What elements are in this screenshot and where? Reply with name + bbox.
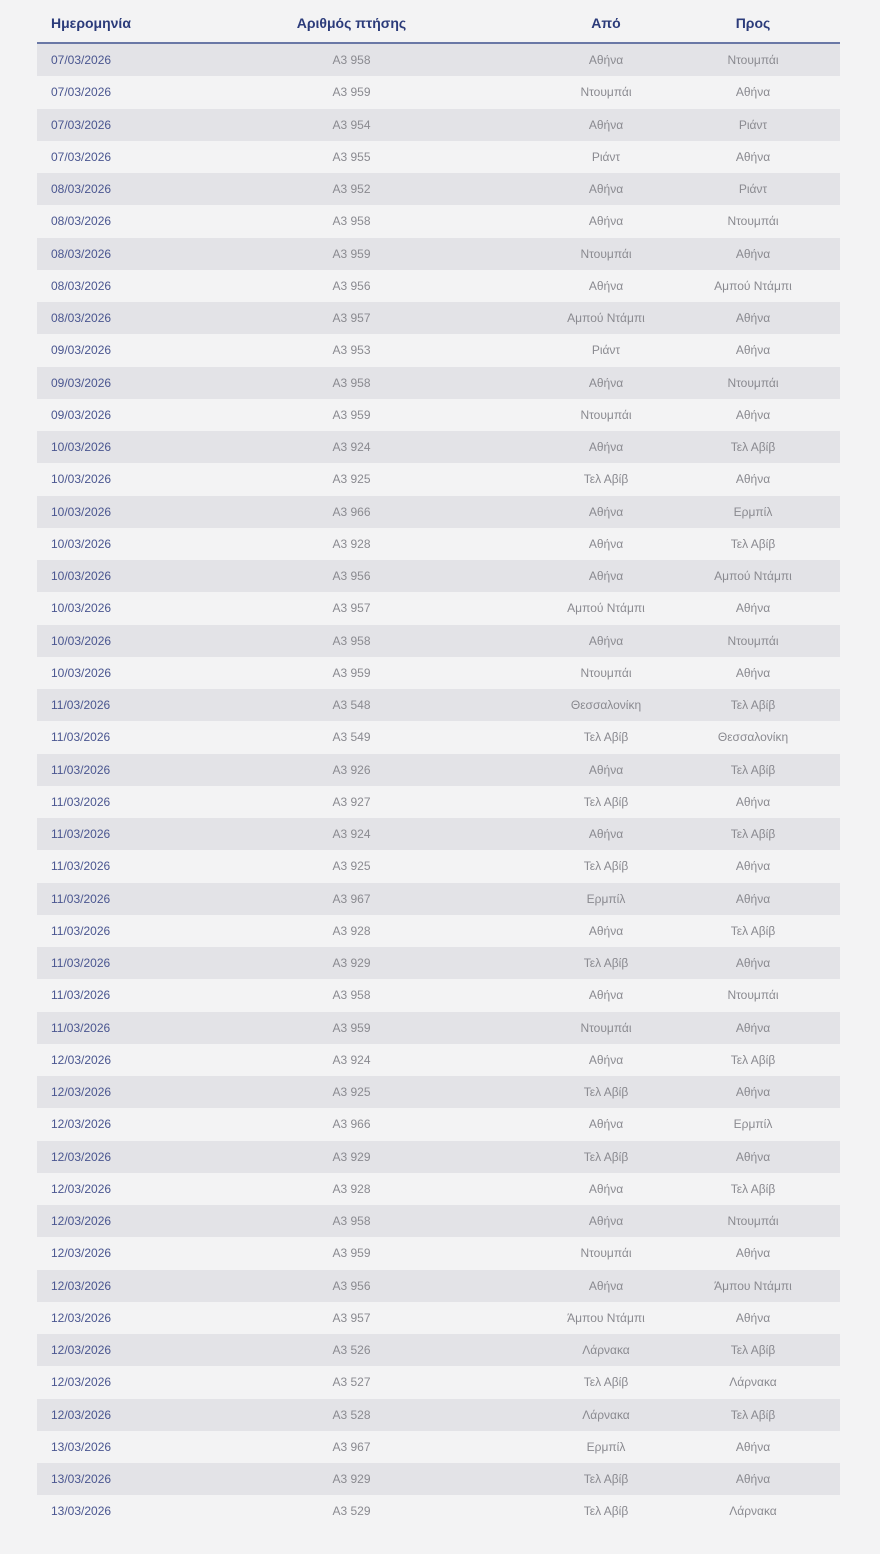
cell-flight-number: A3 928	[157, 915, 546, 947]
cell-date: 11/03/2026	[37, 979, 157, 1011]
cell-to: Άμπου Ντάμπι	[666, 1270, 840, 1302]
cell-date: 08/03/2026	[37, 270, 157, 302]
table-row	[37, 205, 840, 237]
table-row	[37, 173, 840, 205]
table-row	[37, 43, 840, 76]
cell-to: Αθήνα	[666, 592, 840, 624]
cell-from: Αθήνα	[546, 528, 666, 560]
cell-date: 11/03/2026	[37, 1012, 157, 1044]
cell-to: Θεσσαλονίκη	[666, 721, 840, 753]
cell-from: Ερμπίλ	[546, 1431, 666, 1463]
cell-date: 13/03/2026	[37, 1495, 157, 1527]
cell-to: Αθήνα	[666, 850, 840, 882]
cell-date: 08/03/2026	[37, 302, 157, 334]
cell-flight-number: A3 959	[157, 657, 546, 689]
cell-date: 12/03/2026	[37, 1141, 157, 1173]
cell-to: Αθήνα	[666, 238, 840, 270]
cell-flight-number: A3 958	[157, 367, 546, 399]
cell-flight-number: A3 924	[157, 1044, 546, 1076]
cell-flight-number: A3 548	[157, 689, 546, 721]
cell-to: Αθήνα	[666, 334, 840, 366]
cell-to: Αθήνα	[666, 1076, 840, 1108]
table-row	[37, 141, 840, 173]
cell-from: Ντουμπάι	[546, 238, 666, 270]
cell-date: 10/03/2026	[37, 431, 157, 463]
cell-flight-number: A3 952	[157, 173, 546, 205]
cell-flight-number: A3 959	[157, 238, 546, 270]
cell-to: Τελ Αβίβ	[666, 915, 840, 947]
cell-from: Αθήνα	[546, 979, 666, 1011]
cell-to: Αθήνα	[666, 786, 840, 818]
cell-to: Αθήνα	[666, 141, 840, 173]
cell-flight-number: A3 929	[157, 1141, 546, 1173]
cell-flight-number: A3 928	[157, 1173, 546, 1205]
cell-from: Αθήνα	[546, 560, 666, 592]
cell-from: Αθήνα	[546, 1205, 666, 1237]
cell-to: Τελ Αβίβ	[666, 1044, 840, 1076]
cell-date: 10/03/2026	[37, 592, 157, 624]
table-row	[37, 1302, 840, 1334]
table-row	[37, 979, 840, 1011]
cell-flight-number: A3 549	[157, 721, 546, 753]
table-row	[37, 1334, 840, 1366]
cell-flight-number: A3 967	[157, 1431, 546, 1463]
cell-date: 08/03/2026	[37, 238, 157, 270]
cell-flight-number: A3 966	[157, 496, 546, 528]
cell-to: Ντουμπάι	[666, 1205, 840, 1237]
cell-from: Θεσσαλονίκη	[546, 689, 666, 721]
cell-from: Ντουμπάι	[546, 76, 666, 108]
cell-date: 10/03/2026	[37, 496, 157, 528]
cell-from: Άμπου Ντάμπι	[546, 1302, 666, 1334]
cell-from: Ντουμπάι	[546, 399, 666, 431]
cell-flight-number: A3 956	[157, 1270, 546, 1302]
cell-from: Ντουμπάι	[546, 657, 666, 689]
cell-date: 10/03/2026	[37, 657, 157, 689]
cell-from: Τελ Αβίβ	[546, 1463, 666, 1495]
cell-flight-number: A3 959	[157, 1237, 546, 1269]
cell-flight-number: A3 956	[157, 560, 546, 592]
cell-date: 12/03/2026	[37, 1270, 157, 1302]
cell-from: Αθήνα	[546, 1173, 666, 1205]
cell-from: Τελ Αβίβ	[546, 1076, 666, 1108]
cell-flight-number: A3 959	[157, 1012, 546, 1044]
cell-from: Αθήνα	[546, 367, 666, 399]
cell-to: Αμπού Ντάμπι	[666, 560, 840, 592]
table-row	[37, 657, 840, 689]
table-row	[37, 1205, 840, 1237]
cell-date: 11/03/2026	[37, 786, 157, 818]
cell-from: Λάρνακα	[546, 1334, 666, 1366]
cell-flight-number: A3 966	[157, 1108, 546, 1140]
cell-to: Λάρνακα	[666, 1366, 840, 1398]
cell-date: 08/03/2026	[37, 205, 157, 237]
cell-flight-number: A3 959	[157, 76, 546, 108]
cell-from: Τελ Αβίβ	[546, 786, 666, 818]
cell-to: Αθήνα	[666, 1463, 840, 1495]
header-to: Προς	[666, 0, 840, 43]
table-row	[37, 1366, 840, 1398]
table-row	[37, 1141, 840, 1173]
cell-from: Ριάντ	[546, 334, 666, 366]
cell-to: Τελ Αβίβ	[666, 528, 840, 560]
cell-date: 12/03/2026	[37, 1302, 157, 1334]
cell-flight-number: A3 526	[157, 1334, 546, 1366]
cell-from: Αθήνα	[546, 496, 666, 528]
table-row	[37, 463, 840, 495]
table-row	[37, 431, 840, 463]
cell-from: Αθήνα	[546, 625, 666, 657]
cell-from: Αθήνα	[546, 1270, 666, 1302]
cell-flight-number: A3 958	[157, 979, 546, 1011]
cell-to: Αθήνα	[666, 1141, 840, 1173]
table-row	[37, 1173, 840, 1205]
cell-to: Ριάντ	[666, 173, 840, 205]
table-row	[37, 818, 840, 850]
cell-flight-number: A3 957	[157, 592, 546, 624]
cell-to: Ντουμπάι	[666, 625, 840, 657]
cell-flight-number: A3 926	[157, 754, 546, 786]
table-row	[37, 1463, 840, 1495]
cell-to: Αθήνα	[666, 302, 840, 334]
cell-to: Αθήνα	[666, 1302, 840, 1334]
cell-to: Τελ Αβίβ	[666, 1399, 840, 1431]
cell-from: Ριάντ	[546, 141, 666, 173]
cell-flight-number: A3 527	[157, 1366, 546, 1398]
cell-from: Ερμπίλ	[546, 883, 666, 915]
table-row	[37, 109, 840, 141]
cell-flight-number: A3 956	[157, 270, 546, 302]
cell-to: Ντουμπάι	[666, 205, 840, 237]
table-row	[37, 625, 840, 657]
cell-flight-number: A3 929	[157, 1463, 546, 1495]
header-from: Από	[546, 0, 666, 43]
cell-from: Αθήνα	[546, 109, 666, 141]
cell-flight-number: A3 953	[157, 334, 546, 366]
cell-flight-number: A3 925	[157, 850, 546, 882]
cell-date: 07/03/2026	[37, 109, 157, 141]
table-row	[37, 1495, 840, 1527]
cell-date: 13/03/2026	[37, 1463, 157, 1495]
table-row	[37, 689, 840, 721]
cell-from: Ντουμπάι	[546, 1237, 666, 1269]
table-row	[37, 947, 840, 979]
cell-to: Τελ Αβίβ	[666, 1173, 840, 1205]
cell-from: Αθήνα	[546, 754, 666, 786]
cell-from: Αθήνα	[546, 915, 666, 947]
table-row	[37, 1431, 840, 1463]
cell-date: 12/03/2026	[37, 1205, 157, 1237]
cell-from: Τελ Αβίβ	[546, 721, 666, 753]
cell-flight-number: A3 954	[157, 109, 546, 141]
cell-date: 07/03/2026	[37, 141, 157, 173]
flights-table	[37, 0, 840, 1528]
table-row	[37, 1399, 840, 1431]
cell-flight-number: A3 958	[157, 43, 546, 76]
cell-flight-number: A3 528	[157, 1399, 546, 1431]
cell-flight-number: A3 924	[157, 431, 546, 463]
cell-from: Λάρνακα	[546, 1399, 666, 1431]
cell-flight-number: A3 925	[157, 463, 546, 495]
cell-date: 07/03/2026	[37, 76, 157, 108]
cell-flight-number: A3 957	[157, 302, 546, 334]
cell-from: Αθήνα	[546, 818, 666, 850]
cell-date: 12/03/2026	[37, 1334, 157, 1366]
cell-from: Αθήνα	[546, 205, 666, 237]
table-row	[37, 1076, 840, 1108]
cell-date: 12/03/2026	[37, 1366, 157, 1398]
cell-from: Αθήνα	[546, 431, 666, 463]
table-row	[37, 399, 840, 431]
header-date: Ημερομηνία	[37, 0, 157, 43]
cell-date: 10/03/2026	[37, 560, 157, 592]
cell-to: Αθήνα	[666, 76, 840, 108]
cell-to: Τελ Αβίβ	[666, 818, 840, 850]
cell-from: Αθήνα	[546, 173, 666, 205]
cell-date: 12/03/2026	[37, 1237, 157, 1269]
cell-date: 12/03/2026	[37, 1399, 157, 1431]
cell-date: 12/03/2026	[37, 1173, 157, 1205]
cell-date: 09/03/2026	[37, 334, 157, 366]
cell-date: 10/03/2026	[37, 463, 157, 495]
cell-from: Αμπού Ντάμπι	[546, 592, 666, 624]
table-row	[37, 367, 840, 399]
cell-to: Αθήνα	[666, 1012, 840, 1044]
cell-flight-number: A3 958	[157, 625, 546, 657]
cell-date: 09/03/2026	[37, 399, 157, 431]
cell-date: 11/03/2026	[37, 721, 157, 753]
cell-from: Αθήνα	[546, 43, 666, 76]
cell-date: 11/03/2026	[37, 883, 157, 915]
cell-to: Ντουμπάι	[666, 367, 840, 399]
table-row	[37, 883, 840, 915]
cell-to: Αθήνα	[666, 399, 840, 431]
cell-to: Τελ Αβίβ	[666, 689, 840, 721]
cell-flight-number: A3 929	[157, 947, 546, 979]
cell-date: 12/03/2026	[37, 1044, 157, 1076]
cell-from: Τελ Αβίβ	[546, 1495, 666, 1527]
cell-to: Αθήνα	[666, 1237, 840, 1269]
cell-date: 12/03/2026	[37, 1108, 157, 1140]
cell-to: Ερμπίλ	[666, 1108, 840, 1140]
table-row	[37, 786, 840, 818]
cell-to: Ερμπίλ	[666, 496, 840, 528]
cell-date: 08/03/2026	[37, 173, 157, 205]
cell-to: Αθήνα	[666, 947, 840, 979]
table-row	[37, 915, 840, 947]
table-row	[37, 592, 840, 624]
table-row	[37, 721, 840, 753]
table-row	[37, 1044, 840, 1076]
cell-from: Αθήνα	[546, 1108, 666, 1140]
cell-to: Αθήνα	[666, 657, 840, 689]
cell-flight-number: A3 957	[157, 1302, 546, 1334]
cell-to: Τελ Αβίβ	[666, 754, 840, 786]
cell-flight-number: A3 967	[157, 883, 546, 915]
cell-date: 11/03/2026	[37, 689, 157, 721]
header-row	[37, 0, 840, 43]
cell-from: Αθήνα	[546, 270, 666, 302]
cell-date: 10/03/2026	[37, 625, 157, 657]
table-row	[37, 76, 840, 108]
cell-date: 10/03/2026	[37, 528, 157, 560]
cell-from: Τελ Αβίβ	[546, 1141, 666, 1173]
cell-to: Αθήνα	[666, 463, 840, 495]
cell-date: 12/03/2026	[37, 1076, 157, 1108]
cell-to: Αθήνα	[666, 883, 840, 915]
cell-from: Τελ Αβίβ	[546, 947, 666, 979]
table-row	[37, 496, 840, 528]
table-header	[37, 0, 840, 43]
table-row	[37, 560, 840, 592]
cell-date: 11/03/2026	[37, 818, 157, 850]
table-row	[37, 1108, 840, 1140]
table-row	[37, 1237, 840, 1269]
cell-to: Ντουμπάι	[666, 43, 840, 76]
table-row	[37, 1270, 840, 1302]
cell-flight-number: A3 924	[157, 818, 546, 850]
cell-flight-number: A3 529	[157, 1495, 546, 1527]
table-row	[37, 270, 840, 302]
table-row	[37, 334, 840, 366]
cell-date: 11/03/2026	[37, 947, 157, 979]
cell-flight-number: A3 955	[157, 141, 546, 173]
cell-flight-number: A3 958	[157, 205, 546, 237]
cell-to: Αμπού Ντάμπι	[666, 270, 840, 302]
cell-from: Τελ Αβίβ	[546, 850, 666, 882]
cell-date: 09/03/2026	[37, 367, 157, 399]
cell-date: 11/03/2026	[37, 915, 157, 947]
cell-from: Τελ Αβίβ	[546, 1366, 666, 1398]
header-flight-number: Αριθμός πτήσης	[157, 0, 546, 43]
cell-to: Αθήνα	[666, 1431, 840, 1463]
cell-to: Τελ Αβίβ	[666, 1334, 840, 1366]
cell-flight-number: A3 925	[157, 1076, 546, 1108]
table-row	[37, 754, 840, 786]
table-row	[37, 1012, 840, 1044]
cell-from: Αθήνα	[546, 1044, 666, 1076]
cell-from: Ντουμπάι	[546, 1012, 666, 1044]
table-row	[37, 238, 840, 270]
table-row	[37, 302, 840, 334]
table-row	[37, 850, 840, 882]
cell-date: 11/03/2026	[37, 850, 157, 882]
cell-to: Ντουμπάι	[666, 979, 840, 1011]
cell-flight-number: A3 927	[157, 786, 546, 818]
cell-date: 13/03/2026	[37, 1431, 157, 1463]
table-row	[37, 528, 840, 560]
cell-from: Τελ Αβίβ	[546, 463, 666, 495]
table-body	[37, 43, 840, 1528]
cell-to: Τελ Αβίβ	[666, 431, 840, 463]
cell-flight-number: A3 928	[157, 528, 546, 560]
cell-date: 07/03/2026	[37, 43, 157, 76]
flights-table-container	[37, 0, 840, 1528]
cell-to: Ριάντ	[666, 109, 840, 141]
cell-to: Λάρνακα	[666, 1495, 840, 1527]
cell-from: Αμπού Ντάμπι	[546, 302, 666, 334]
cell-flight-number: A3 959	[157, 399, 546, 431]
cell-flight-number: A3 958	[157, 1205, 546, 1237]
cell-date: 11/03/2026	[37, 754, 157, 786]
